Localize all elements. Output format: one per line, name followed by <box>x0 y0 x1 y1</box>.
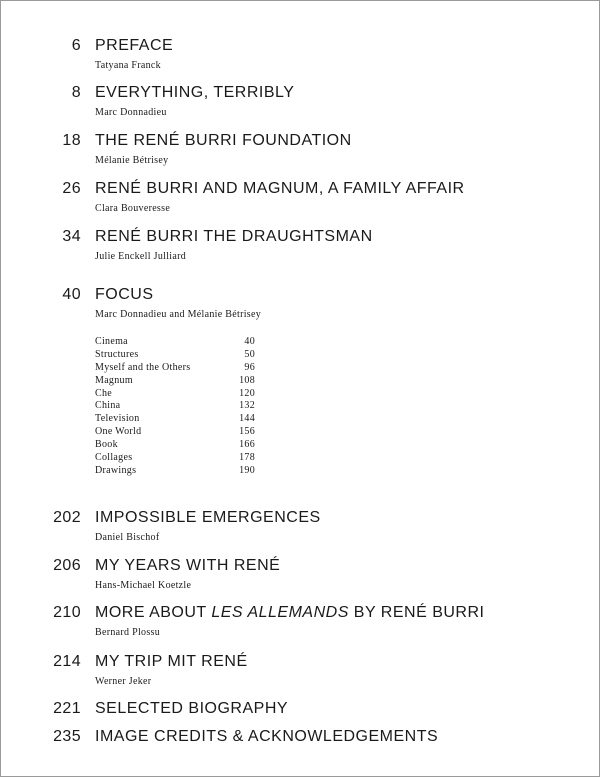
focus-subsection-name: Collages <box>95 452 133 464</box>
focus-subsection <box>95 362 255 375</box>
focus-subsection <box>95 465 255 478</box>
focus-subsection-name: Magnum <box>95 374 133 386</box>
focus-subsection-page: 144 <box>239 413 255 425</box>
focus-subsection-name: Drawings <box>95 464 137 476</box>
focus-subsection <box>95 388 255 401</box>
toc-title: PREFACE <box>95 37 174 54</box>
toc-page-number: 202 <box>53 509 81 526</box>
focus-subsection <box>95 349 255 362</box>
focus-subsection-page: 190 <box>239 464 255 476</box>
toc-author: Marc Donnadieu and Mélanie Bétrisey <box>95 309 262 320</box>
toc-title: EVERYTHING, TERRIBLY <box>95 84 295 101</box>
toc-page-number: 221 <box>53 700 81 717</box>
toc-title: SELECTED BIOGRAPHY <box>95 700 289 717</box>
toc-author: Hans-Michael Koetzle <box>95 580 192 591</box>
focus-subsection-name: Che <box>95 387 113 399</box>
focus-subsection-name: Cinema <box>95 336 128 347</box>
focus-subsection-name: Book <box>95 439 118 451</box>
toc-author: Julie Enckell Julliard <box>95 251 187 262</box>
toc-title-part: BY RENÉ BURRI <box>348 604 485 621</box>
focus-subsection <box>95 336 255 349</box>
toc-page-number: 210 <box>53 604 81 621</box>
toc-title-italic: LES ALLEMANDS <box>211 604 349 621</box>
toc-title <box>95 604 484 622</box>
toc-page-number: 214 <box>53 653 81 670</box>
toc-author: Bernard Plossu <box>95 627 161 638</box>
toc-author: Werner Jeker <box>95 676 152 687</box>
focus-subsection-page: 50 <box>244 348 255 360</box>
focus-subsection-page: 166 <box>239 439 255 451</box>
focus-subsection <box>95 400 255 413</box>
focus-subsection-page: 108 <box>239 374 255 386</box>
focus-subsection <box>95 375 255 388</box>
focus-subsection-name: Television <box>95 413 140 425</box>
focus-subsection-name: Structures <box>95 348 139 360</box>
toc-title: IMPOSSIBLE EMERGENCES <box>95 509 321 526</box>
toc-page-number: 40 <box>62 286 81 303</box>
focus-subsection-page: 132 <box>239 400 255 412</box>
toc-page-number: 18 <box>62 132 81 149</box>
focus-subsection-name: China <box>95 400 121 412</box>
toc-title: FOCUS <box>95 286 154 303</box>
toc-title: MY TRIP MIT RENÉ <box>95 653 248 670</box>
toc-title-part: MORE ABOUT <box>95 604 212 621</box>
focus-subsection-name: Myself and the Others <box>95 361 191 373</box>
focus-subsection <box>95 413 255 426</box>
toc-title: RENÉ BURRI AND MAGNUM, A FAMILY AFFAIR <box>95 180 465 197</box>
toc-page-number: 206 <box>53 557 81 574</box>
focus-subsection <box>95 452 255 465</box>
toc-author: Tatyana Franck <box>95 60 161 71</box>
toc-page-number: 26 <box>62 180 81 197</box>
toc-author: Clara Bouveresse <box>95 203 171 214</box>
focus-subsection-page: 40 <box>244 336 255 347</box>
toc-title: RENÉ BURRI THE DRAUGHTSMAN <box>95 228 373 245</box>
focus-subsection <box>95 426 255 439</box>
focus-subsection <box>95 439 255 452</box>
focus-subsection-page: 96 <box>244 361 255 373</box>
toc-page-number: 6 <box>71 37 81 54</box>
toc-author: Daniel Bischof <box>95 532 160 543</box>
toc-page-number: 34 <box>62 228 81 245</box>
toc-page-number: 8 <box>71 84 81 101</box>
toc-author: Marc Donnadieu <box>95 107 167 118</box>
focus-subsection-list <box>95 336 255 478</box>
focus-subsection-page: 156 <box>239 426 255 438</box>
focus-subsection-page: 178 <box>239 452 255 464</box>
toc-title: MY YEARS WITH RENÉ <box>95 557 281 574</box>
toc-title: THE RENÉ BURRI FOUNDATION <box>95 132 352 149</box>
toc-author: Mélanie Bétrisey <box>95 155 169 166</box>
toc-title: IMAGE CREDITS & ACKNOWLEDGEMENTS <box>95 728 439 745</box>
toc-page-number: 235 <box>53 728 81 745</box>
focus-subsection-name: One World <box>95 426 142 438</box>
focus-subsection-page: 120 <box>239 387 255 399</box>
